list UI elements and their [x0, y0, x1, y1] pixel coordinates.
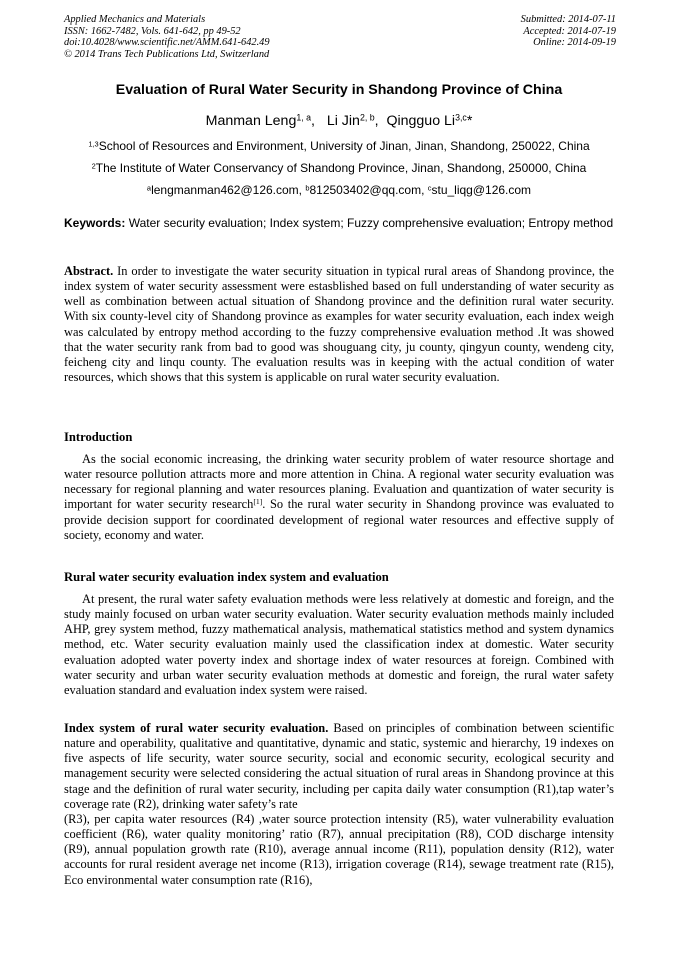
index-system-text: Based on principles of combination between scientific nature and operability, qualitative and quantitative, dynamic and static, systemic and hierarchy, 19 indexes on five aspects of life security, water source security, social and economic security, ecological security and management security were selected considering the actual situation of rural areas in Shandong province at this stage and the definition of rural water security, including per capita daily water consumption (R1),tap water’s coverage rate (R2), drinking water safety’s rate: [64, 721, 614, 811]
abstract-label: Abstract.: [64, 264, 114, 278]
subsection-label: Index system of rural water security evaluation.: [64, 721, 329, 735]
email-sup: b: [305, 183, 310, 193]
affiliation: [0, 139, 678, 153]
keywords: [64, 216, 614, 231]
accepted-date: Accepted: 2014-07-19: [523, 25, 616, 37]
submission-dates: [521, 14, 616, 49]
email-address: lengmanman462@126.com: [151, 183, 299, 197]
citation-ref: [1]: [253, 497, 263, 507]
introduction-text-cont: . So the rural water security in Shandong province was evaluated to provide decision support for coordinated development of regional water resources and effective supply of society, economy and water.: [64, 497, 614, 542]
journal-issn: ISSN: 1662-7482, Vols. 641-642, pp 49-52: [64, 25, 241, 37]
submitted-date: Submitted: 2014-07-11: [520, 14, 616, 25]
keywords-label: Keywords:: [64, 216, 126, 230]
section-heading: Rural water security evaluation index system and evaluation: [64, 570, 389, 584]
affiliation-text: School of Resources and Environment, University of Jinan, Jinan, Shandong, 250022, China: [98, 139, 590, 153]
affiliation-sup: 2: [91, 161, 96, 171]
author-name: Li Jin: [326, 113, 360, 129]
paper-title: Evaluation of Rural Water Security in Shandong Province of China: [115, 82, 563, 98]
email-address: 812503402@qq.com: [309, 183, 422, 197]
index-system-paragraph-cont: [64, 812, 614, 888]
author-list: Manman Leng$^{1, a}$, Li Jin$^{2, b}$, Qingguo Li$^{3,c}$*: [205, 112, 473, 129]
email-address: stu_liqg@126.com: [431, 183, 532, 197]
author-affiliation-sup: 3,c: [455, 112, 467, 123]
abstract-text: In order to investigate the water security situation in typical rural areas of Shandong province, the index system of water security assessment were estasblished based on full understanding of water security as well as combination between actual situation of Shandong province and the definition rural water security. With six county-level city of Shandong province as examples for water security evaluation, each index weigh was calculated by entropy method according to the fuzzy comprehensive evaluation method .It was showed that the water security rank from bad to good was shouguang city, ju county, qingyun county, wendeng city, feicheng city and linqu county. The evaluation results was in keeping with the actual condition of water resources, which shows that this system is applicable on rural water security evaluation.: [64, 264, 614, 385]
introduction-text: As the social economic increasing, the drinking water security problem of water resource shortage and water resource pollution attracts more and more attention in China. A regional water security evaluation was necessary for regional planning and water resources planing. Evaluation and quantization of water security is important for water security research: [64, 452, 614, 512]
index-system-paragraph: [64, 721, 614, 812]
journal-header: [64, 14, 270, 60]
journal-copyright: © 2014 Trans Tech Publications Ltd, Switzerland: [64, 48, 270, 60]
author-name: Manman Leng: [205, 113, 297, 129]
journal-name: Applied Mechanics and Materials: [64, 14, 206, 25]
introduction-paragraph: [64, 452, 614, 543]
affiliation: [0, 161, 678, 175]
author-affiliation-sup: 1, a: [296, 112, 312, 123]
email-sup: c: [427, 183, 432, 193]
corresponding-author-mark: *: [466, 113, 473, 129]
keywords-text: Water security evaluation; Index system; Fuzzy comprehensive evaluation; Entropy method: [128, 216, 614, 230]
email-list: $^a$lengmanman462@126.com, $^b$812503402@qq.com, $^c$stu_liqg@126.com: [146, 183, 532, 197]
online-date: Online: 2014-09-19: [533, 37, 616, 48]
section-paragraph: At present, the rural water safety evaluation methods were less relatively at domestic and foreign, and the study mainly focused on urban water security evaluation. Water security evaluation methods mainly included AHP, grey system method, fuzzy mathematical analysis, mathematical statistics method and system dynamics method, etc. Water security evaluation mainly used the classification index at domestic. Water security evaluation adopted water poverty index and shortage index of water resources at foreign. Combined with water security and urban water security evaluation methods at domestic and foreign, the rural water safety evaluation standard and evaluation index system were raised.: [64, 592, 614, 697]
journal-doi: doi:10.4028/www.scientific.net/AMM.641-642.49: [64, 37, 270, 48]
introduction-heading: Introduction: [64, 430, 133, 444]
author-affiliation-sup: 2, b: [359, 112, 375, 123]
author-name: Qingguo Li: [386, 113, 456, 129]
abstract: [64, 264, 614, 385]
email-sup: a: [146, 183, 152, 193]
affiliation-sup: 1,3: [88, 139, 99, 149]
affiliation-text: The Institute of Water Conservancy of Shandong Province, Jinan, Shandong, 250000, China: [95, 161, 587, 175]
index-system-text-cont: (R3), per capita water resources (R4) ,water source protection intensity (R5), water vulnerability evaluation coefficient (R6), water quality monitoring’ ratio (R7), annual precipitation (R8), COD discharge intensity (R9), annual population growth rate (R10), average annual income (R11), population density (R12), water accounts for rural resident average net income (R13), irrigation coverage (R14), sewage treatment rate (R15), Eco environmental water consumption rate (R16),: [64, 812, 614, 887]
